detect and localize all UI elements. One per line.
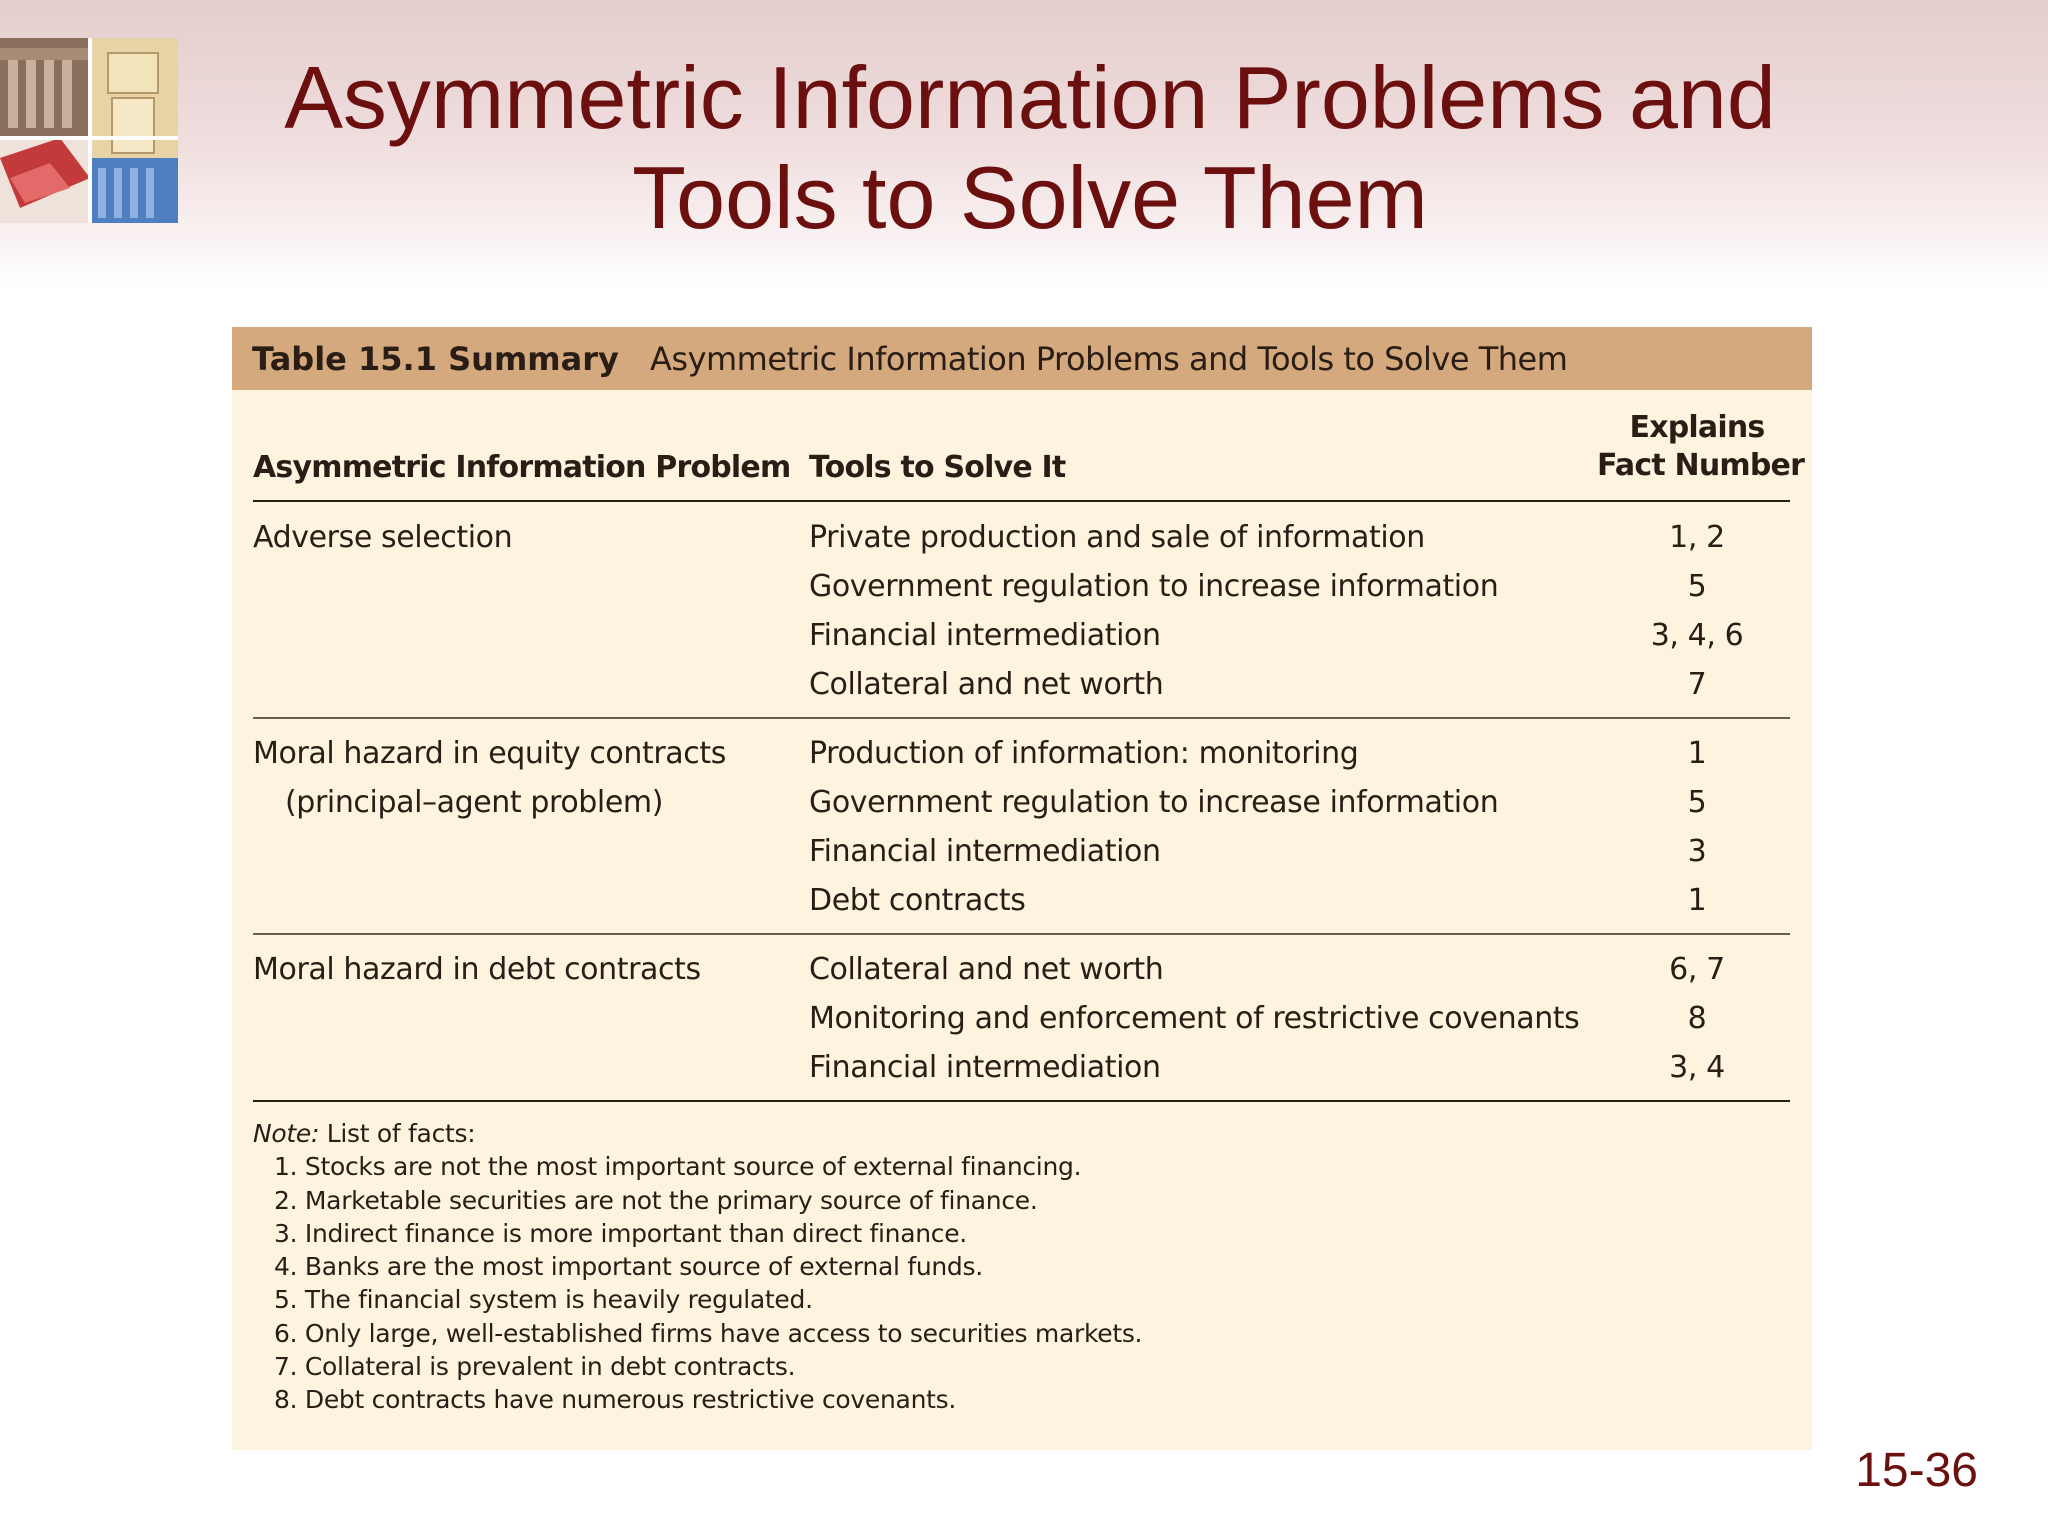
tool-cell: Private production and sale of information — [809, 520, 1425, 555]
fact-number-cell: 3, 4, 6 — [1650, 618, 1744, 653]
slide-title — [190, 48, 1870, 248]
note-intro-text: List of facts: — [319, 1119, 476, 1148]
fact-number-cell: 1 — [1687, 736, 1707, 771]
fact-number-cell: 1, 2 — [1669, 520, 1725, 555]
tool-cell: Debt contracts — [809, 883, 1026, 918]
group-divider — [253, 933, 1790, 935]
header-explains-line-2: Fact Number — [1597, 448, 1805, 483]
problem-cell: Adverse selection — [253, 520, 513, 555]
fact-number-cell: 1 — [1687, 883, 1707, 918]
fact-item: 6. Only large, well-established firms have access to securities markets. — [274, 1318, 1143, 1348]
fact-number-cell: 3 — [1687, 834, 1707, 869]
table-number: Table 15.1 Summary — [252, 340, 619, 378]
fact-item: 3. Indirect finance is more important than direct finance. — [274, 1218, 967, 1248]
slide-title-line-2: Tools to Solve Them — [632, 148, 1428, 247]
fact-number-cell: 5 — [1687, 785, 1707, 820]
tool-cell: Collateral and net worth — [809, 667, 1164, 702]
fact-item: 1. Stocks are not the most important source of external financing. — [274, 1152, 1082, 1182]
fact-item: 7. Collateral is prevalent in debt contracts. — [274, 1352, 796, 1382]
tool-cell: Financial intermediation — [809, 618, 1161, 653]
fact-item: 2. Marketable securities are not the primary source of finance. — [274, 1185, 1038, 1215]
tool-cell: Government regulation to increase information — [809, 785, 1499, 820]
group-divider — [253, 717, 1790, 719]
fact-number-cell: 8 — [1687, 1001, 1707, 1036]
fact-number-cell: 7 — [1687, 667, 1707, 702]
note-label: Note: — [253, 1119, 320, 1148]
header-tools: Tools to Solve It — [809, 450, 1066, 485]
tool-cell: Financial intermediation — [809, 834, 1161, 869]
problem-cell: Moral hazard in debt contracts — [253, 952, 701, 987]
building-logo-image — [0, 38, 178, 223]
table-bottom-rule — [253, 1100, 1790, 1102]
fact-item: 5. The financial system is heavily regulated. — [274, 1285, 813, 1315]
tool-cell: Collateral and net worth — [809, 952, 1164, 987]
table-title: Asymmetric Information Problems and Tools to Solve Them — [650, 340, 1568, 378]
slide-title-line-1: Asymmetric Information Problems and — [284, 48, 1776, 147]
problem-cell: Moral hazard in equity contracts — [253, 736, 726, 771]
tool-cell: Government regulation to increase information — [809, 569, 1499, 604]
fact-number-cell: 5 — [1687, 569, 1707, 604]
tool-cell: Financial intermediation — [809, 1050, 1161, 1085]
table-note — [253, 1117, 1142, 1417]
header-problem: Asymmetric Information Problem — [253, 450, 791, 485]
problem-cell-continuation: (principal–agent problem) — [285, 785, 664, 820]
table-caption-bar — [232, 327, 1812, 390]
header-explains-line-1: Explains — [1629, 410, 1765, 445]
fact-number-cell: 3, 4 — [1669, 1050, 1725, 1085]
fact-item: 4. Banks are the most important source of external funds. — [274, 1252, 983, 1282]
header-rule — [253, 500, 1790, 502]
fact-number-cell: 6, 7 — [1669, 952, 1725, 987]
header-explains — [1597, 409, 1805, 485]
tool-cell: Monitoring and enforcement of restrictive covenants — [809, 1001, 1580, 1036]
summary-table — [232, 327, 1812, 1450]
fact-item: 8. Debt contracts have numerous restrictive covenants. — [274, 1385, 956, 1415]
tool-cell: Production of information: monitoring — [809, 736, 1359, 771]
note-intro — [253, 1117, 1142, 1150]
slide-page-number: 15-36 — [1855, 1444, 1978, 1497]
